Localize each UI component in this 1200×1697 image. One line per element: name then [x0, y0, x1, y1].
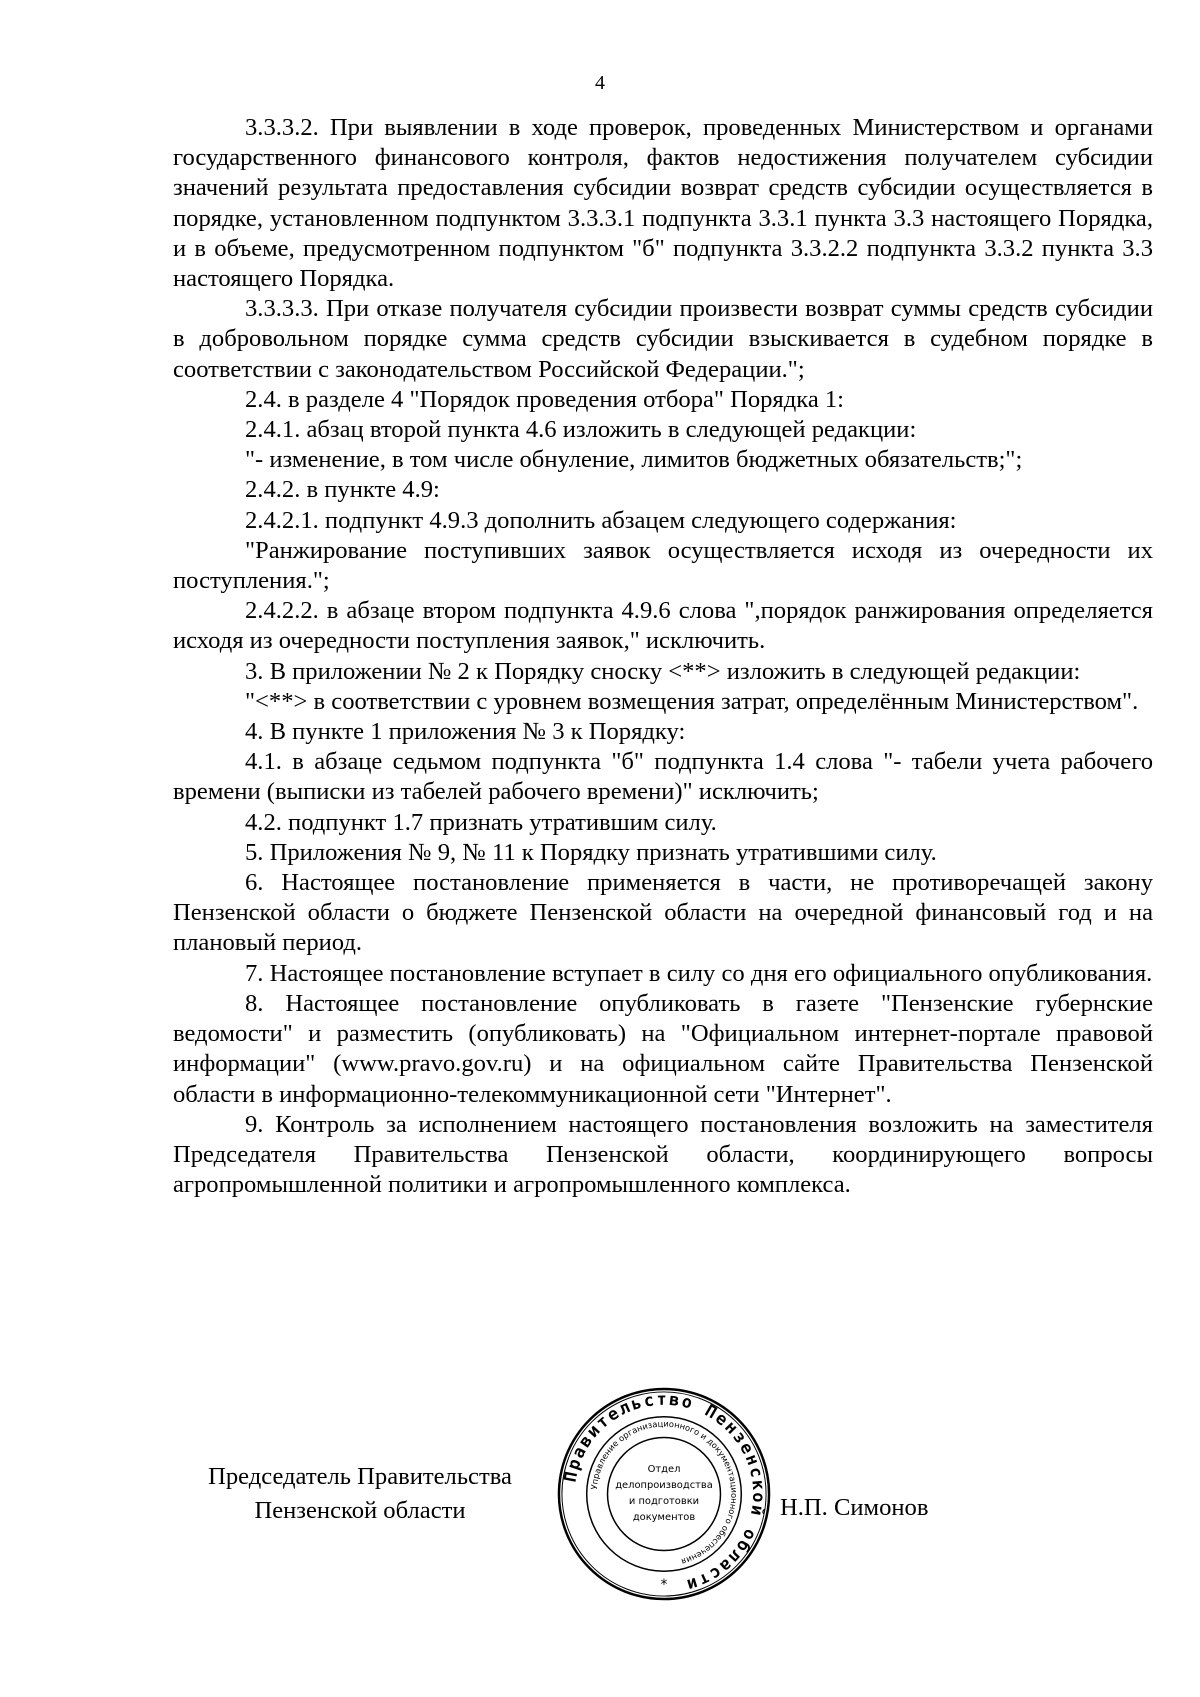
paragraph: 3.3.3.3. При отказе получателя субсидии произвести возврат суммы средств субсидии в добровольном порядке сумма средств субсидии взыскивается в судебном порядке в соответствии с законодательством Российской Федерации.";	[173, 295, 1153, 383]
paragraph: 6. Настоящее постановление применяется в части, не противоречащей закону Пензенской области о бюджете Пензенской области на очередной финансовый год и на плановый период.	[173, 869, 1153, 957]
signatory-title-line: Председатель Правительства	[208, 1463, 512, 1490]
seal-middle-ring	[587, 1417, 742, 1572]
paragraph: "- изменение, в том числе обнуление, лимитов бюджетных обязательств;";	[245, 446, 1023, 474]
paragraph: 4. В пункте 1 приложения № 3 к Порядку:	[245, 718, 686, 746]
paragraph: 3. В приложении № 2 к Порядку сноску <**> изложить в следующей редакции:	[245, 657, 1081, 685]
page-number: 4	[595, 72, 605, 94]
document-body	[173, 113, 1153, 1200]
paragraph: 5. Приложения № 9, № 11 к Порядку признать утратившими силу.	[245, 838, 937, 866]
paragraph: 2.4.2. в пункте 4.9:	[245, 476, 440, 504]
paragraph: "<**> в соответствии с уровнем возмещения затрат, определённым Министерством".	[245, 687, 1139, 715]
signatory-title-line: Пензенской области	[254, 1497, 466, 1524]
signatory-title	[180, 1460, 540, 1528]
paragraph: 2.4.2.2. в абзаце втором подпункта 4.9.6 слова ",порядок ранжирования определяется исходя из очередности поступления заявок," исключить.	[173, 597, 1153, 655]
paragraph: 2.4. в разделе 4 "Порядок проведения отбора" Порядка 1:	[245, 385, 845, 413]
svg-text:Правительство Пензенской облас: Правительство Пензенской области	[559, 1388, 770, 1597]
signature-block	[0, 1388, 1200, 1648]
seal-inner-ring	[608, 1438, 721, 1551]
paragraph: 2.4.1. абзац второй пункта 4.6 изложить в следующей редакции:	[245, 416, 917, 444]
official-seal	[555, 1385, 773, 1603]
svg-text:документов: документов	[632, 1511, 696, 1523]
signatory-name: Н.П. Симонов	[780, 1494, 929, 1521]
paragraph: 4.2. подпункт 1.7 признать утратившим силу.	[245, 808, 717, 836]
paragraph: 4.1. в абзаце седьмом подпункта "б" подпункта 1.4 слова "- табели учета рабочего времени (выписки из табелей рабочего времени)" исключить;	[173, 748, 1153, 806]
paragraph: 9. Контроль за исполнением настоящего постановления возложить на заместителя Председателя Правительства Пензенской области, координирующего вопросы агропромышленной политики и агропромышленного комплекса.	[173, 1110, 1153, 1199]
paragraph: 3.3.3.2. При выявлении в ходе проверок, проведенных Министерством и органами государственного финансового контроля, фактов недостижения получателем субсидии значений результата предоставления субсидии возврат средств субсидии осуществляется в порядке, установленном подпунктом 3.3.3.1 подпункта 3.3.1 пункта 3.3 настоящего Порядка, и в объеме, предусмотренном подпунктом "б" подпункта 3.3.2.2 подпункта 3.3.2 пункта 3.3 настоящего Порядка.	[173, 114, 1153, 293]
svg-text:делопроизводства: делопроизводства	[615, 1480, 713, 1492]
paragraph: "Ранжирование поступивших заявок осуществляется исходя из очередности их поступления.";	[173, 536, 1153, 595]
svg-text:Отдел: Отдел	[647, 1464, 681, 1476]
svg-text:*: *	[660, 1577, 668, 1594]
paragraph: 8. Настоящее постановление опубликовать в газете "Пензенские губернские ведомости" и разместить (опубликовать) на "Официальном интернет-портале правовой информации" (www.pravo.gov.ru) и на официальном сайте Правительства Пензенской области в информационно-телекоммуникационной сети "Интернет".	[173, 989, 1153, 1108]
paragraph: 7. Настоящее постановление вступает в силу со дня его официального опубликования.	[245, 959, 1153, 987]
svg-text:и подготовки: и подготовки	[628, 1495, 700, 1507]
svg-text:Управление организационного и: Управление организационного и документационного обеспечения	[588, 1418, 740, 1567]
paragraph: 2.4.2.1. подпункт 4.9.3 дополнить абзацем следующего содержания:	[245, 506, 957, 534]
